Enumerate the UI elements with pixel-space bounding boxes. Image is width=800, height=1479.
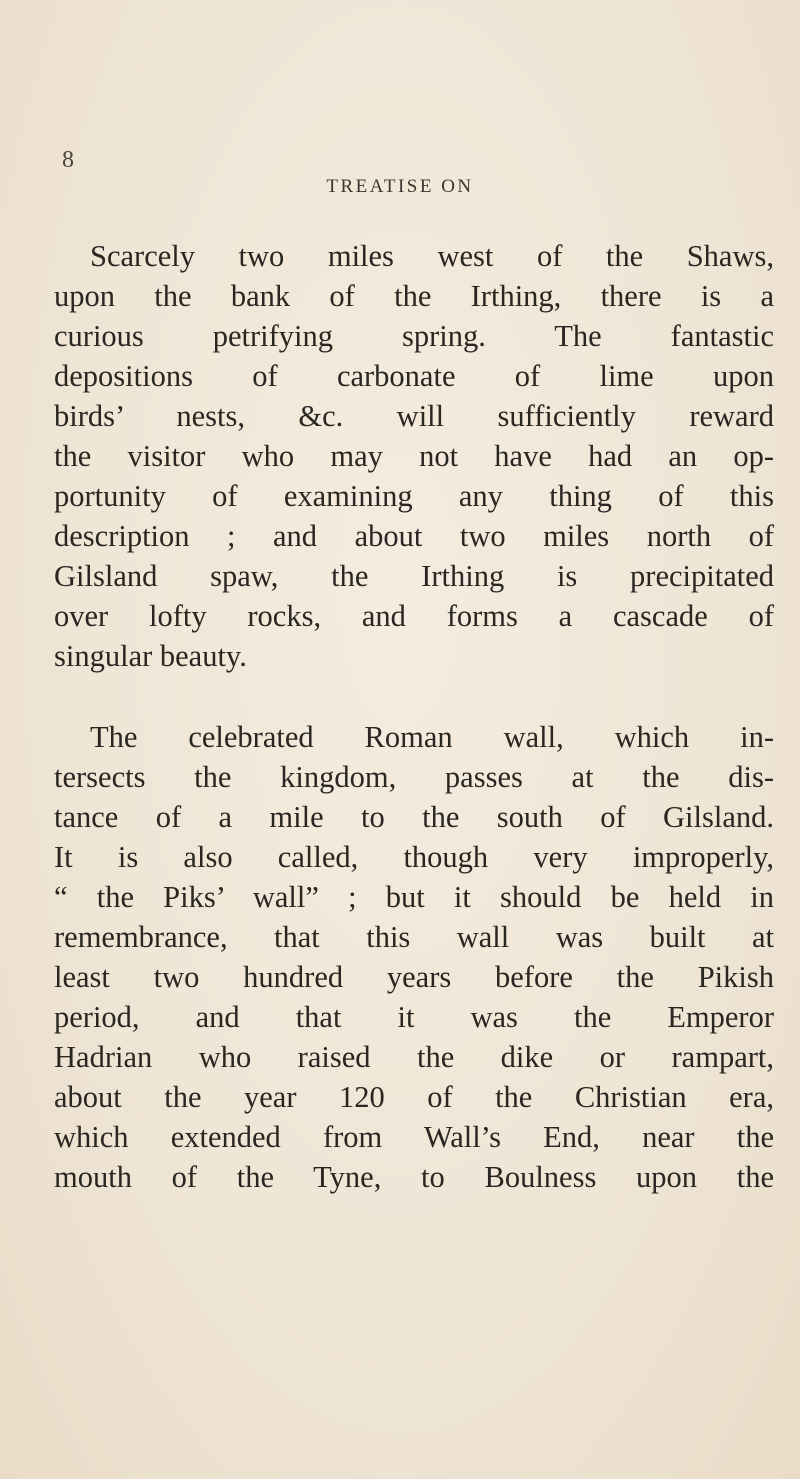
text-line: tance of a mile to the south of Gilsland. [54,800,774,834]
text-line: least two hundred years before the Pikish [54,960,774,994]
paragraph-gap [54,676,774,717]
body-text [54,236,774,1197]
text-line: about the year 120 of the Christian era, [54,1080,774,1114]
paragraph [54,717,774,1197]
page-number: 8 [62,147,74,173]
text-line: portunity of examining any thing of this [54,479,774,513]
text-line: which extended from Wall’s End, near the [54,1120,774,1154]
text-line: Gilsland spaw, the Irthing is precipitated [54,559,774,593]
text-line: upon the bank of the Irthing, there is a [54,279,774,313]
text-line: singular beauty. [54,639,247,673]
text-line: remembrance, that this wall was built at [54,920,774,954]
text-line: “ the Piks’ wall” ; but it should be held in [54,880,774,914]
text-line: The celebrated Roman wall, which in- [90,720,774,754]
text-line: the visitor who may not have had an op- [54,439,774,473]
running-head: TREATISE ON [326,176,474,197]
text-line: mouth of the Tyne, to Boulness upon the [54,1160,774,1194]
text-line: It is also called, though very improperly, [54,840,774,874]
text-line: description ; and about two miles north of [54,519,774,553]
text-line: period, and that it was the Emperor [54,1000,774,1034]
text-line: tersects the kingdom, passes at the dis- [54,760,774,794]
text-line: birds’ nests, &c. will sufficiently reward [54,399,774,433]
paragraph [54,236,774,676]
text-line: depositions of carbonate of lime upon [54,359,774,393]
text-line: curious petrifying spring. The fantastic [54,319,774,353]
text-line: over lofty rocks, and forms a cascade of [54,599,774,633]
text-line: Scarcely two miles west of the Shaws, [90,239,774,273]
text-line: Hadrian who raised the dike or rampart, [54,1040,774,1074]
